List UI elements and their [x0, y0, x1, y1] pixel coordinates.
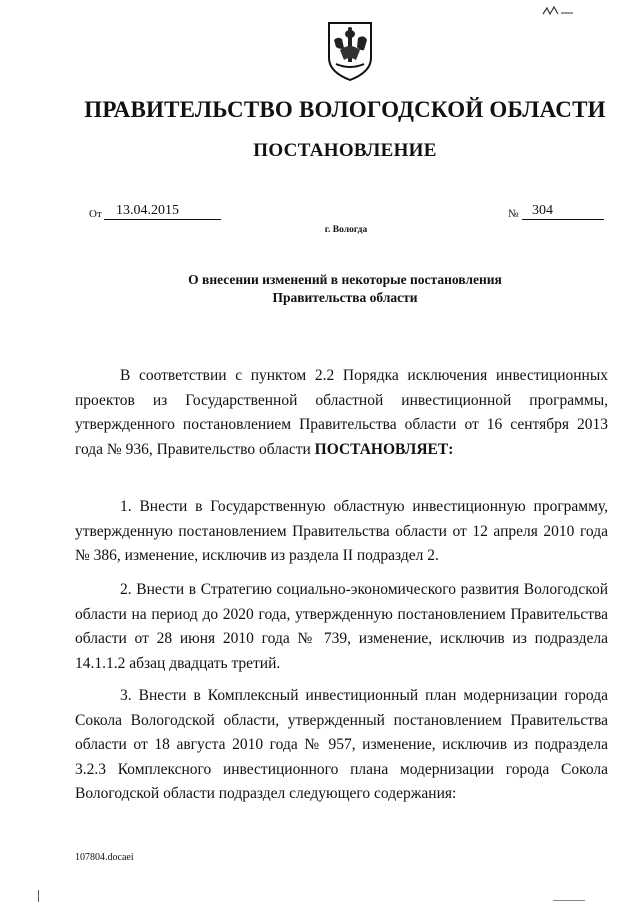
clause-2: 2. Внести в Стратегию социально-экономического развития Вологодской области на период до 2020 года, утвержденную постановлением Правительства области от 28 июня 2010 года № 739, изменение, исключив из подраздела 14.1.1.2 абзац двадцать третий.	[75, 581, 608, 672]
government-title: ПРАВИТЕЛЬСТВО ВОЛОГОДСКОЙ ОБЛАСТИ	[84, 97, 606, 122]
margin-mark	[38, 890, 39, 902]
file-code: 107804.docaei	[75, 852, 134, 863]
scan-mark-icon	[541, 4, 575, 18]
subject-line-2: Правительства области	[272, 290, 418, 305]
clause-3: 3. Внести в Комплексный инвестиционный план модернизации города Сокола Вологодской области, утвержденный постановлением Правительства области от 18 августа 2010 года № 957, изменение, исключив из подраздела 3.2.3 Комплексного инвестиционного плана модернизации города Сокола Вологодской области подраздел следующего содержания:	[75, 687, 608, 803]
preamble-text: В соответствии с пунктом 2.2 Порядка исключения инвестиционных проектов из Государственной областной инвестиционной программы, утвержденного постановлением Правительства области от 16 сентября 2013 года № 936, Правительство области	[75, 367, 608, 458]
preamble-bold-decree: ПОСТАНОВЛЯЕТ:	[314, 440, 454, 458]
date-prefix: От	[89, 208, 102, 220]
subject-line-1: О внесении изменений в некоторые постановления	[188, 272, 502, 287]
preamble-paragraph	[75, 364, 608, 462]
document-type: ПОСТАНОВЛЕНИЕ	[253, 140, 437, 161]
number-prefix: №	[508, 208, 519, 220]
city-label: г. Вологда	[324, 225, 368, 235]
document-date: 13.04.2015	[104, 202, 221, 220]
emblem-icon	[326, 20, 374, 82]
clause-1: 1. Внести в Государственную областную инвестиционную программу, утвержденную постановлением Правительства области от 12 апреля 2010 года № 386, изменение, исключив из раздела II подраздел 2.	[75, 498, 608, 565]
scan-line	[553, 900, 585, 901]
document-subject	[0, 271, 640, 307]
document-number: 304	[522, 202, 604, 220]
